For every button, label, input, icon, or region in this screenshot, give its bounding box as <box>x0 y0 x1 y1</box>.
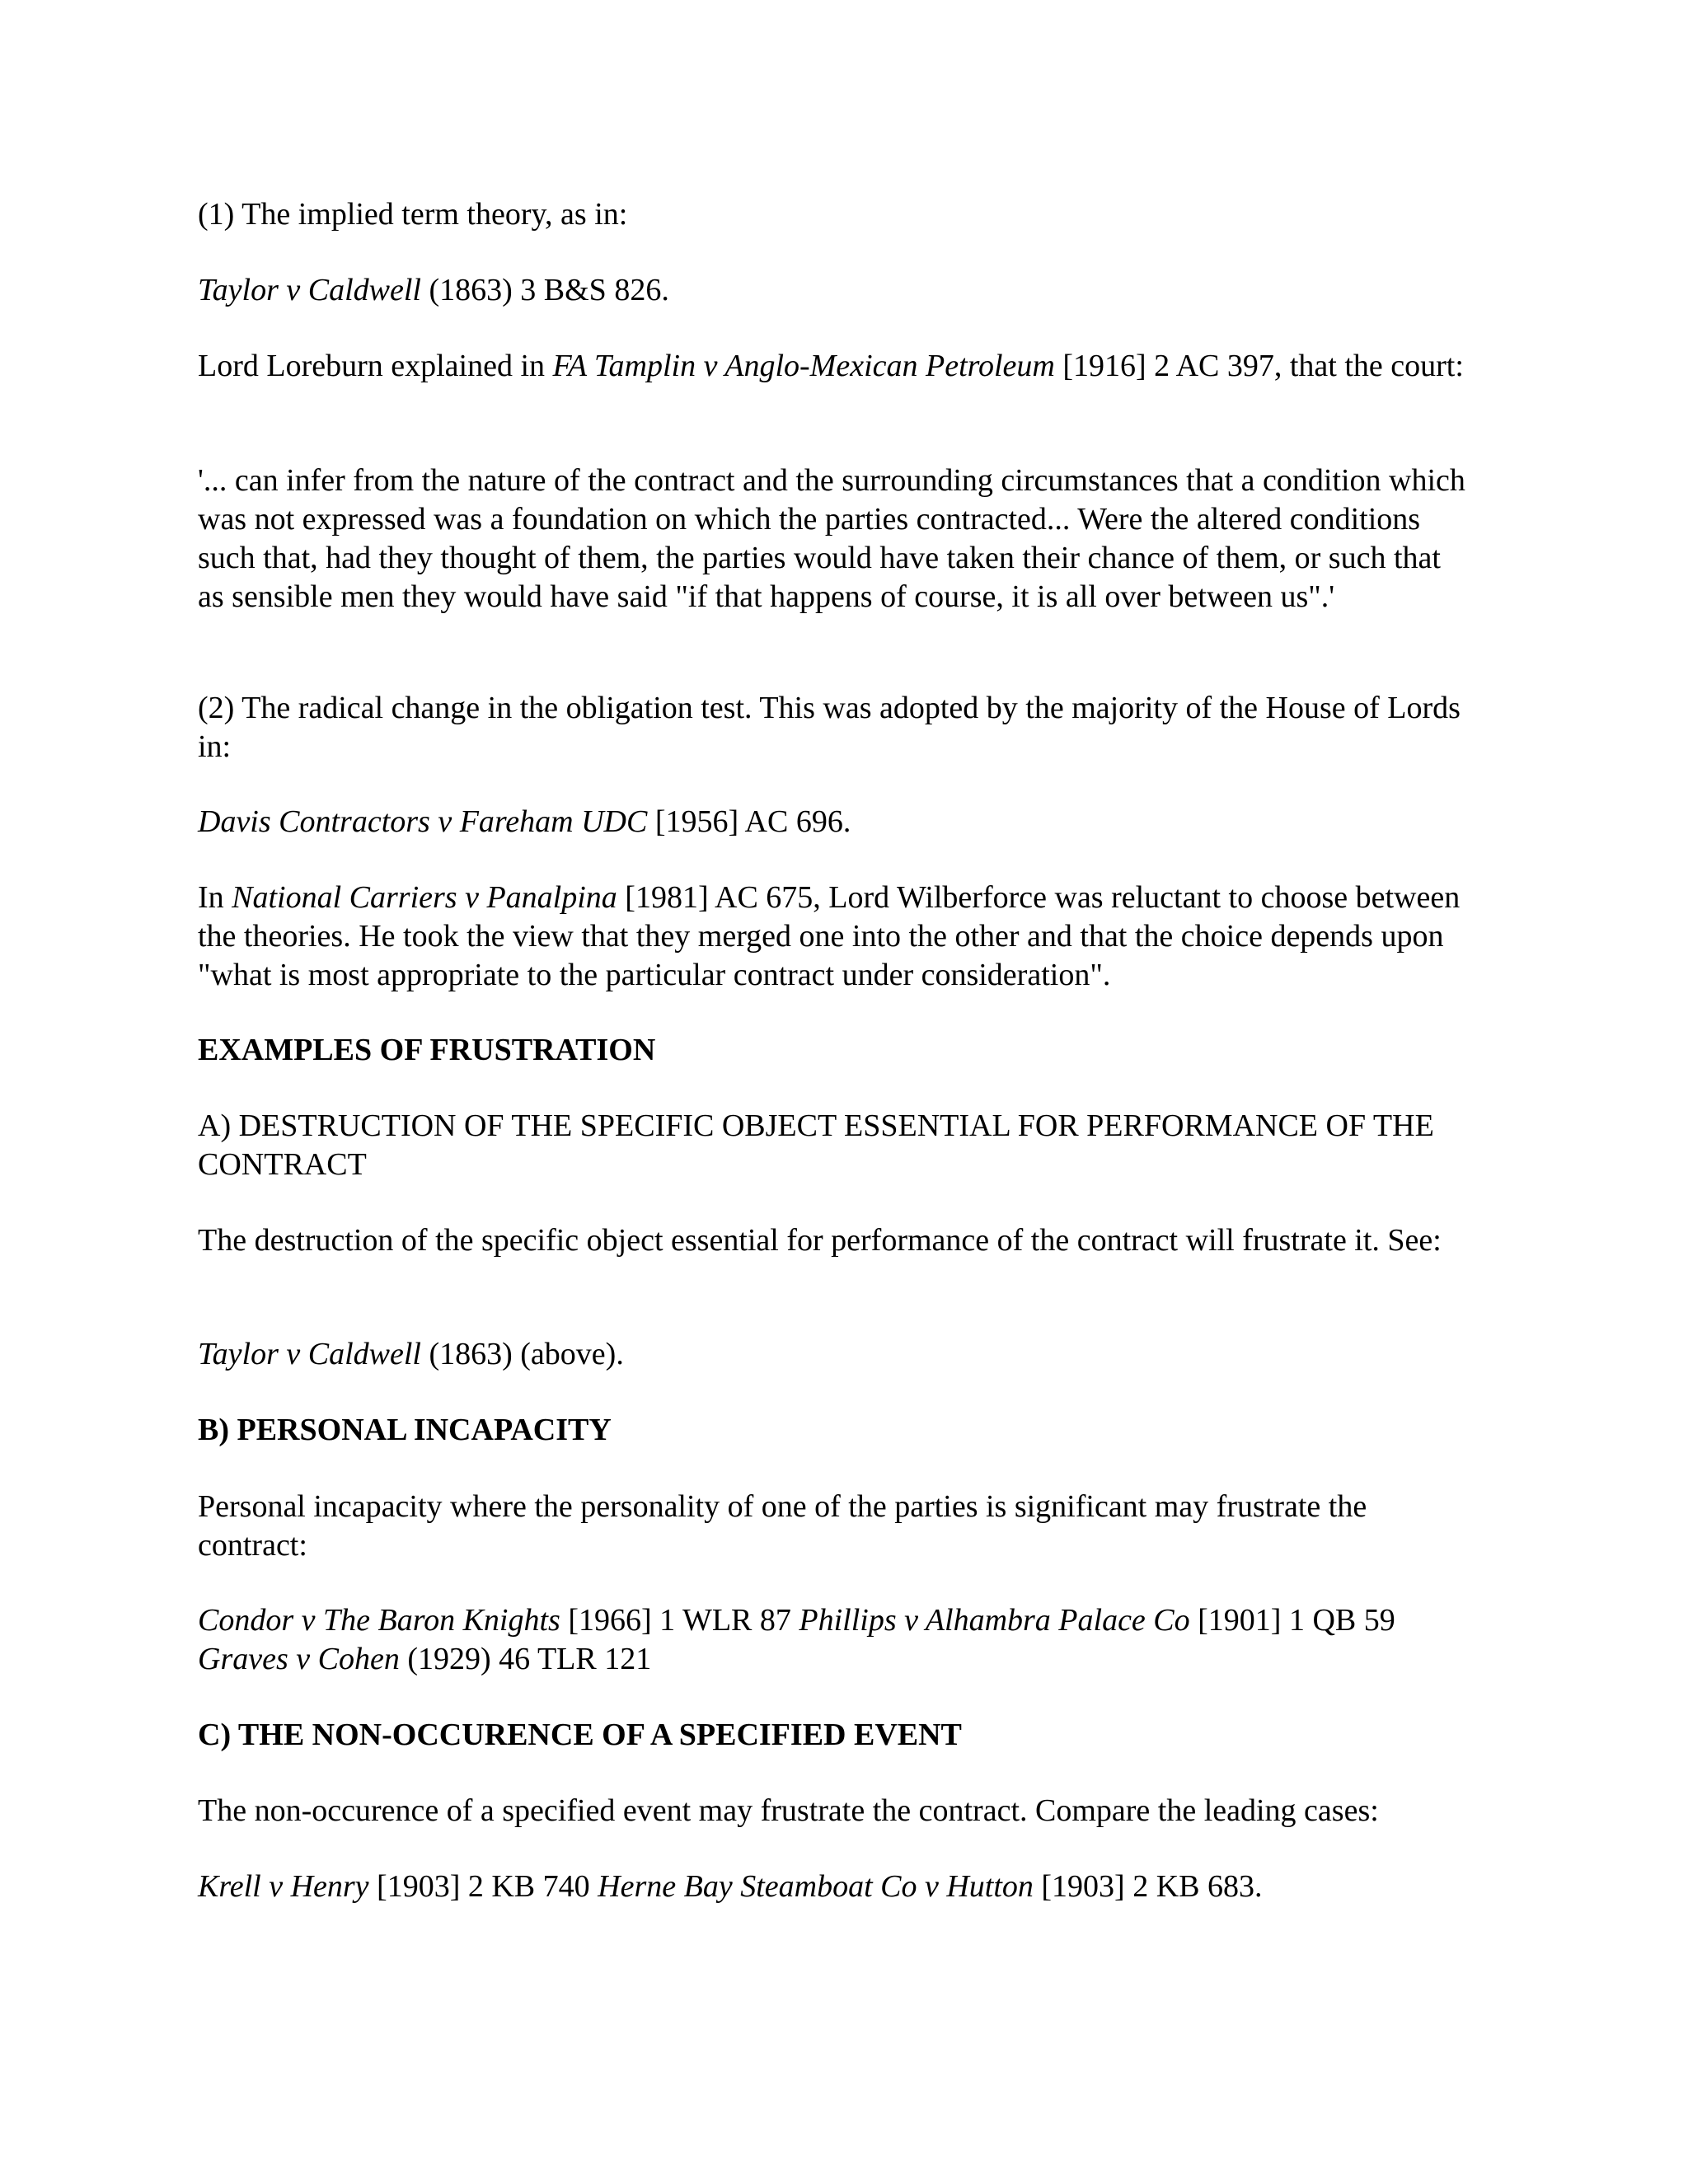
case-reference: (1863) (above). <box>420 1337 624 1371</box>
case-reference: [1903] 2 KB 740 <box>368 1869 598 1904</box>
destruction-paragraph: The destruction of the specific object essential for performance of the contract will frustrate it. See: <box>198 1223 1442 1258</box>
subheading-destruction: A) DESTRUCTION OF THE SPECIFIC OBJECT ESSENTIAL FOR PERFORMANCE OF THE CONTRACT <box>198 1108 1434 1182</box>
case-name: Phillips v Alhambra Palace Co <box>799 1603 1190 1638</box>
case-name: National Carriers v Panalpina <box>232 880 617 915</box>
case-name: Taylor v Caldwell <box>198 1337 421 1371</box>
case-reference: [1903] 2 KB 683. <box>1033 1869 1263 1904</box>
loreburn-quotation: '... can infer from the nature of the contract and the surrounding circumstances that a condition which was not expressed was a foundation on which the parties contracted... Were the altered conditions such that, had they thought of them, the parties would have taken their chance of them, or such that as sensible men they would have said "if that happens of course, it is all over between us".' <box>198 463 1465 614</box>
incapacity-case-citations <box>198 1601 1467 1679</box>
case-name: FA Tamplin v Anglo-Mexican Petroleum <box>552 349 1055 383</box>
case-reference: (1929) 46 TLR 121 <box>399 1642 652 1676</box>
case-reference: [1966] 1 WLR 87 <box>560 1603 799 1638</box>
case-citation-taylor <box>198 271 1467 310</box>
case-name: Herne Bay Steamboat Co v Hutton <box>598 1869 1034 1904</box>
text-run: Lord Loreburn explained in <box>198 349 553 383</box>
case-name: Krell v Henry <box>198 1869 369 1904</box>
radical-change-paragraph: (2) The radical change in the obligation test. This was adopted by the majority of the House of Lords in: <box>198 691 1461 764</box>
loreburn-paragraph <box>198 347 1467 386</box>
case-name: Condor v The Baron Knights <box>198 1603 560 1638</box>
wilberforce-paragraph <box>198 879 1467 995</box>
case-reference: (1863) 3 B&S 826. <box>420 273 669 307</box>
case-citation-taylor-above <box>198 1335 1467 1374</box>
section-heading-non-occurence: C) THE NON-OCCURENCE OF A SPECIFIED EVENT <box>198 1718 962 1752</box>
case-name: Davis Contractors v Fareham UDC <box>198 804 648 839</box>
case-citation-davis <box>198 803 1467 841</box>
section-heading-examples: EXAMPLES OF FRUSTRATION <box>198 1033 656 1067</box>
implied-term-paragraph: (1) The implied term theory, as in: <box>198 197 628 232</box>
non-occurence-case-citations <box>198 1868 1467 1906</box>
text-run: [1981] AC 675, Lord Wilberforce was reluctant to choose between the theories. He took the view that they merged one into the other and that the choice depends upon "what is most appropriate to the particular contract under consideration". <box>198 880 1461 992</box>
section-heading-incapacity: B) PERSONAL INCAPACITY <box>198 1413 612 1447</box>
case-name: Graves v Cohen <box>198 1642 400 1676</box>
case-reference: [1901] 1 QB 59 <box>1189 1603 1395 1638</box>
case-reference: [1956] AC 696. <box>647 804 851 839</box>
case-name: Taylor v Caldwell <box>198 273 421 307</box>
text-run: In <box>198 880 232 915</box>
incapacity-paragraph: Personal incapacity where the personality of one of the parties is significant may frustrate the contract: <box>198 1489 1367 1563</box>
text-run: [1916] 2 AC 397, that the court: <box>1054 349 1464 383</box>
non-occurence-paragraph: The non-occurence of a specified event may frustrate the contract. Compare the leading cases: <box>198 1793 1379 1828</box>
